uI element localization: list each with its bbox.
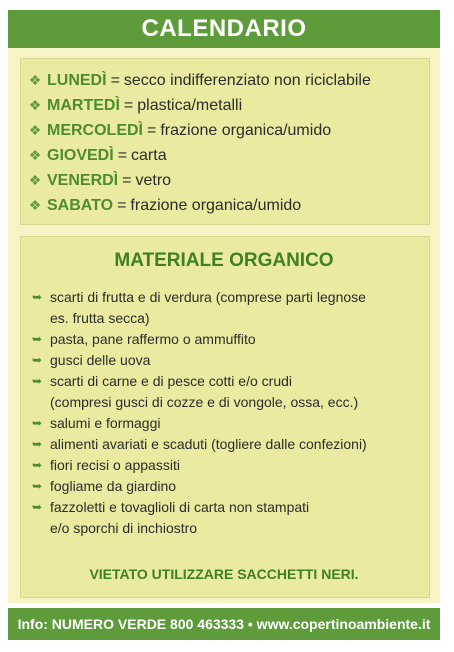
arrow-bullet-icon: ➥ bbox=[32, 332, 43, 346]
day-row bbox=[28, 193, 371, 218]
list-item bbox=[32, 350, 422, 371]
diamond-bullet-icon: ❖ bbox=[28, 97, 42, 113]
day-material: frazione organica/umido bbox=[130, 196, 302, 214]
organic-title: MATERIALE ORGANICO bbox=[114, 250, 334, 271]
day-name: VENERDÌ bbox=[47, 171, 119, 189]
day-row bbox=[28, 118, 371, 143]
list-item bbox=[32, 287, 422, 329]
day-material: frazione organica/umido bbox=[160, 121, 332, 139]
list-item bbox=[32, 476, 422, 497]
arrow-bullet-icon: ➥ bbox=[32, 290, 43, 304]
days-list bbox=[28, 68, 371, 218]
list-item-text: pasta, pane raffermo o ammuffito bbox=[50, 331, 256, 347]
day-row bbox=[28, 68, 371, 93]
equals-sign: = bbox=[122, 171, 132, 189]
day-name: SABATO bbox=[47, 196, 114, 214]
list-item bbox=[32, 329, 422, 350]
day-material: secco indifferenziato non riciclabile bbox=[123, 71, 371, 89]
list-item-text: scarti di frutta e di verdura (comprese parti legnose es. frutta secca) bbox=[50, 289, 366, 326]
day-name: GIOVEDÌ bbox=[47, 146, 114, 164]
list-item bbox=[32, 497, 422, 539]
equals-sign: = bbox=[110, 71, 120, 89]
list-item-text: gusci delle uova bbox=[50, 352, 151, 368]
page-title: CALENDARIO bbox=[8, 10, 440, 48]
day-row bbox=[28, 143, 371, 168]
list-item bbox=[32, 413, 422, 434]
day-row bbox=[28, 93, 371, 118]
day-row bbox=[28, 168, 371, 193]
footer-info: Info: NUMERO VERDE 800 463333 • www.copertinoambiente.it bbox=[8, 608, 440, 640]
organic-list bbox=[32, 287, 422, 539]
diamond-bullet-icon: ❖ bbox=[28, 147, 42, 163]
diamond-bullet-icon: ❖ bbox=[28, 197, 42, 213]
day-name: MARTEDÌ bbox=[47, 96, 120, 114]
list-item-text: salumi e formaggi bbox=[50, 415, 161, 431]
arrow-bullet-icon: ➥ bbox=[32, 374, 43, 388]
list-item bbox=[32, 434, 422, 455]
arrow-bullet-icon: ➥ bbox=[32, 500, 43, 514]
equals-sign: = bbox=[123, 96, 134, 114]
arrow-bullet-icon: ➥ bbox=[32, 416, 43, 430]
list-item bbox=[32, 371, 422, 413]
day-name: LUNEDÌ bbox=[47, 71, 107, 89]
equals-sign: = bbox=[117, 196, 127, 214]
arrow-bullet-icon: ➥ bbox=[32, 479, 43, 493]
arrow-bullet-icon: ➥ bbox=[32, 353, 43, 367]
day-name: MERCOLEDÌ bbox=[47, 121, 143, 139]
list-item-text: fiori recisi o appassiti bbox=[50, 457, 180, 473]
equals-sign: = bbox=[117, 146, 128, 164]
day-material: carta bbox=[131, 146, 167, 164]
arrow-bullet-icon: ➥ bbox=[32, 458, 43, 472]
day-material: vetro bbox=[135, 171, 172, 189]
diamond-bullet-icon: ❖ bbox=[28, 72, 42, 88]
list-item bbox=[32, 455, 422, 476]
day-material: plastica/metalli bbox=[137, 96, 243, 114]
list-item-text: alimenti avariati e scaduti (togliere dalle confezioni) bbox=[50, 436, 367, 452]
list-item-text: fogliame da giardino bbox=[50, 478, 177, 494]
list-item-text: scarti di carne e di pesce cotti e/o crudi (compresi gusci di cozze e di vongole, ossa, ecc.) bbox=[50, 373, 359, 410]
warning-text: VIETATO UTILIZZARE SACCHETTI NERI. bbox=[89, 566, 359, 582]
equals-sign: = bbox=[147, 121, 157, 139]
list-item-text: fazzoletti e tovaglioli di carta non stampati e/o sporchi di inchiostro bbox=[50, 499, 310, 536]
arrow-bullet-icon: ➥ bbox=[32, 437, 43, 451]
diamond-bullet-icon: ❖ bbox=[28, 172, 42, 188]
diamond-bullet-icon: ❖ bbox=[28, 122, 42, 138]
